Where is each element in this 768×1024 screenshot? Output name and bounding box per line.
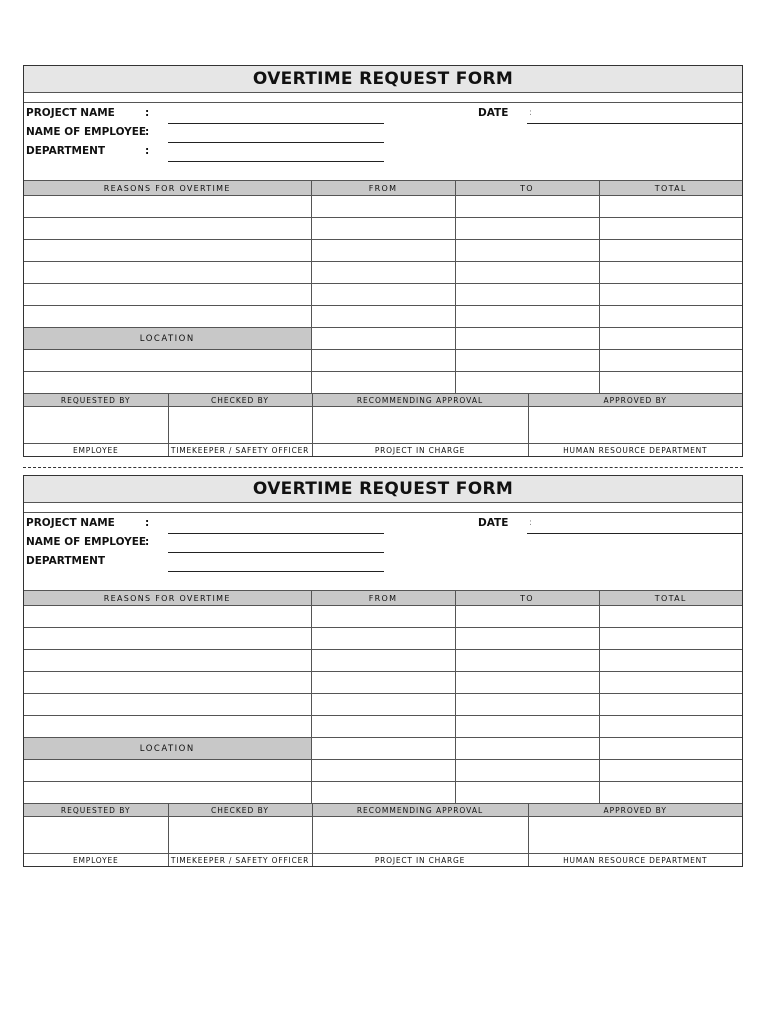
signature-table bbox=[24, 804, 742, 866]
recommending-approval-signature[interactable] bbox=[312, 407, 528, 444]
total-cell[interactable] bbox=[599, 650, 742, 672]
total-cell[interactable] bbox=[599, 782, 742, 804]
location-label: LOCATION bbox=[24, 738, 311, 760]
table-row bbox=[24, 196, 742, 218]
to-cell[interactable] bbox=[455, 694, 599, 716]
to-cell[interactable] bbox=[455, 672, 599, 694]
header-total: TOTAL bbox=[599, 181, 742, 196]
total-cell[interactable] bbox=[599, 716, 742, 738]
header-from: FROM bbox=[311, 591, 455, 606]
checked-by-header: CHECKED BY bbox=[168, 394, 312, 407]
approved-by-header: APPROVED BY bbox=[528, 804, 742, 817]
header-to: TO bbox=[455, 181, 599, 196]
to-cell[interactable] bbox=[455, 606, 599, 628]
from-cell[interactable] bbox=[311, 760, 455, 782]
checked-by-signature[interactable] bbox=[168, 407, 312, 444]
project-name-label: PROJECT NAME bbox=[26, 517, 115, 529]
project-name-colon: : bbox=[145, 517, 150, 529]
checked-by-header: CHECKED BY bbox=[168, 804, 312, 817]
table-header-row bbox=[24, 181, 742, 196]
project-in-charge-role: PROJECT IN CHARGE bbox=[312, 444, 528, 457]
project-name-colon: : bbox=[145, 107, 150, 119]
approved-by-signature[interactable] bbox=[528, 407, 742, 444]
overtime-table bbox=[24, 181, 742, 394]
reason-cell[interactable] bbox=[24, 240, 311, 262]
department-field[interactable] bbox=[168, 571, 384, 572]
timekeeper-role: TIMEKEEPER / SAFETY OFFICER bbox=[168, 854, 312, 867]
table-row bbox=[24, 672, 742, 694]
to-cell[interactable] bbox=[455, 306, 599, 328]
to-cell[interactable] bbox=[455, 284, 599, 306]
department-colon: : bbox=[145, 145, 150, 157]
requested-by-header: REQUESTED BY bbox=[24, 804, 168, 817]
date-colon: : bbox=[529, 518, 533, 528]
from-cell[interactable] bbox=[311, 606, 455, 628]
employee-role: EMPLOYEE bbox=[24, 854, 168, 867]
from-cell[interactable] bbox=[311, 350, 455, 372]
project-name-field[interactable] bbox=[168, 533, 384, 534]
overtime-form-2 bbox=[23, 475, 743, 867]
location-row bbox=[24, 738, 742, 760]
recommending-approval-header: RECOMMENDING APPROVAL bbox=[312, 804, 528, 817]
signature-footer-row bbox=[24, 854, 742, 867]
location-cell[interactable] bbox=[24, 760, 311, 782]
location-label: LOCATION bbox=[24, 328, 311, 350]
requested-by-header: REQUESTED BY bbox=[24, 394, 168, 407]
signature-header-row bbox=[24, 394, 742, 407]
name-of-employee-label: NAME OF EMPLOYEE bbox=[26, 126, 147, 138]
form-title: OVERTIME REQUEST FORM bbox=[24, 476, 742, 503]
signature-row bbox=[24, 407, 742, 444]
department-field[interactable] bbox=[168, 161, 384, 162]
from-cell[interactable] bbox=[311, 716, 455, 738]
reason-cell[interactable] bbox=[24, 694, 311, 716]
hr-department-role: HUMAN RESOURCE DEPARTMENT bbox=[528, 854, 742, 867]
table-row bbox=[24, 760, 742, 782]
total-cell[interactable] bbox=[599, 606, 742, 628]
date-field[interactable] bbox=[527, 533, 742, 534]
to-cell[interactable] bbox=[455, 328, 599, 350]
reason-cell[interactable] bbox=[24, 716, 311, 738]
to-cell[interactable] bbox=[455, 262, 599, 284]
from-cell[interactable] bbox=[311, 694, 455, 716]
to-cell[interactable] bbox=[455, 628, 599, 650]
reason-cell[interactable] bbox=[24, 196, 311, 218]
requested-by-signature[interactable] bbox=[24, 407, 168, 444]
to-cell[interactable] bbox=[455, 738, 599, 760]
table-row bbox=[24, 650, 742, 672]
to-cell[interactable] bbox=[455, 196, 599, 218]
total-cell[interactable] bbox=[599, 240, 742, 262]
reason-cell[interactable] bbox=[24, 628, 311, 650]
from-cell[interactable] bbox=[311, 240, 455, 262]
total-cell[interactable] bbox=[599, 350, 742, 372]
from-cell[interactable] bbox=[311, 650, 455, 672]
total-cell[interactable] bbox=[599, 328, 742, 350]
header-to: TO bbox=[455, 591, 599, 606]
from-cell[interactable] bbox=[311, 218, 455, 240]
table-row bbox=[24, 606, 742, 628]
location-cell[interactable] bbox=[24, 350, 311, 372]
name-of-employee-colon: : bbox=[145, 536, 150, 548]
reason-cell[interactable] bbox=[24, 672, 311, 694]
name-of-employee-label: NAME OF EMPLOYEE bbox=[26, 536, 147, 548]
location-cell[interactable] bbox=[24, 372, 311, 394]
signature-row bbox=[24, 817, 742, 854]
name-of-employee-field[interactable] bbox=[168, 552, 384, 553]
approved-by-signature[interactable] bbox=[528, 817, 742, 854]
recommending-approval-header: RECOMMENDING APPROVAL bbox=[312, 394, 528, 407]
total-cell[interactable] bbox=[599, 760, 742, 782]
to-cell[interactable] bbox=[455, 372, 599, 394]
from-cell[interactable] bbox=[311, 738, 455, 760]
total-cell[interactable] bbox=[599, 306, 742, 328]
reason-cell[interactable] bbox=[24, 306, 311, 328]
from-cell[interactable] bbox=[311, 672, 455, 694]
to-cell[interactable] bbox=[455, 218, 599, 240]
form-title: OVERTIME REQUEST FORM bbox=[24, 66, 742, 93]
from-cell[interactable] bbox=[311, 628, 455, 650]
table-row bbox=[24, 782, 742, 804]
to-cell[interactable] bbox=[455, 760, 599, 782]
from-cell[interactable] bbox=[311, 262, 455, 284]
name-of-employee-field[interactable] bbox=[168, 142, 384, 143]
table-row bbox=[24, 218, 742, 240]
signature-footer-row bbox=[24, 444, 742, 457]
overtime-form-1 bbox=[23, 65, 743, 457]
total-cell[interactable] bbox=[599, 196, 742, 218]
header-reasons: REASONS FOR OVERTIME bbox=[24, 181, 311, 196]
recommending-approval-signature[interactable] bbox=[312, 817, 528, 854]
project-name-field[interactable] bbox=[168, 123, 384, 124]
requested-by-signature[interactable] bbox=[24, 817, 168, 854]
total-cell[interactable] bbox=[599, 694, 742, 716]
table-row bbox=[24, 694, 742, 716]
reason-cell[interactable] bbox=[24, 606, 311, 628]
total-cell[interactable] bbox=[599, 262, 742, 284]
table-row bbox=[24, 372, 742, 394]
date-label: DATE bbox=[478, 107, 509, 119]
location-cell[interactable] bbox=[24, 782, 311, 804]
total-cell[interactable] bbox=[599, 672, 742, 694]
title-spacer bbox=[24, 93, 742, 103]
overtime-table bbox=[24, 591, 742, 804]
table-row bbox=[24, 350, 742, 372]
from-cell[interactable] bbox=[311, 284, 455, 306]
to-cell[interactable] bbox=[455, 240, 599, 262]
reason-cell[interactable] bbox=[24, 284, 311, 306]
from-cell[interactable] bbox=[311, 782, 455, 804]
date-field[interactable] bbox=[527, 123, 742, 124]
from-cell[interactable] bbox=[311, 328, 455, 350]
checked-by-signature[interactable] bbox=[168, 817, 312, 854]
signature-table bbox=[24, 394, 742, 456]
reason-cell[interactable] bbox=[24, 218, 311, 240]
total-cell[interactable] bbox=[599, 628, 742, 650]
from-cell[interactable] bbox=[311, 196, 455, 218]
table-row bbox=[24, 262, 742, 284]
table-row bbox=[24, 628, 742, 650]
table-row bbox=[24, 716, 742, 738]
header-from: FROM bbox=[311, 181, 455, 196]
location-row bbox=[24, 328, 742, 350]
reason-cell[interactable] bbox=[24, 262, 311, 284]
employee-role: EMPLOYEE bbox=[24, 444, 168, 457]
approved-by-header: APPROVED BY bbox=[528, 394, 742, 407]
timekeeper-role: TIMEKEEPER / SAFETY OFFICER bbox=[168, 444, 312, 457]
to-cell[interactable] bbox=[455, 716, 599, 738]
table-row bbox=[24, 240, 742, 262]
table-row bbox=[24, 284, 742, 306]
total-cell[interactable] bbox=[599, 284, 742, 306]
cut-line-divider bbox=[23, 467, 743, 468]
table-row bbox=[24, 306, 742, 328]
from-cell[interactable] bbox=[311, 306, 455, 328]
employee-info-section bbox=[24, 103, 742, 181]
from-cell[interactable] bbox=[311, 372, 455, 394]
signature-header-row bbox=[24, 804, 742, 817]
total-cell[interactable] bbox=[599, 738, 742, 760]
header-reasons: REASONS FOR OVERTIME bbox=[24, 591, 311, 606]
employee-info-section bbox=[24, 513, 742, 591]
department-label: DEPARTMENT bbox=[26, 145, 106, 157]
table-header-row bbox=[24, 591, 742, 606]
project-in-charge-role: PROJECT IN CHARGE bbox=[312, 854, 528, 867]
to-cell[interactable] bbox=[455, 350, 599, 372]
total-cell[interactable] bbox=[599, 372, 742, 394]
date-colon: : bbox=[529, 108, 533, 118]
date-label: DATE bbox=[478, 517, 509, 529]
hr-department-role: HUMAN RESOURCE DEPARTMENT bbox=[528, 444, 742, 457]
title-spacer bbox=[24, 503, 742, 513]
to-cell[interactable] bbox=[455, 650, 599, 672]
department-label: DEPARTMENT bbox=[26, 555, 106, 567]
reason-cell[interactable] bbox=[24, 650, 311, 672]
to-cell[interactable] bbox=[455, 782, 599, 804]
header-total: TOTAL bbox=[599, 591, 742, 606]
total-cell[interactable] bbox=[599, 218, 742, 240]
name-of-employee-colon: : bbox=[145, 126, 150, 138]
project-name-label: PROJECT NAME bbox=[26, 107, 115, 119]
